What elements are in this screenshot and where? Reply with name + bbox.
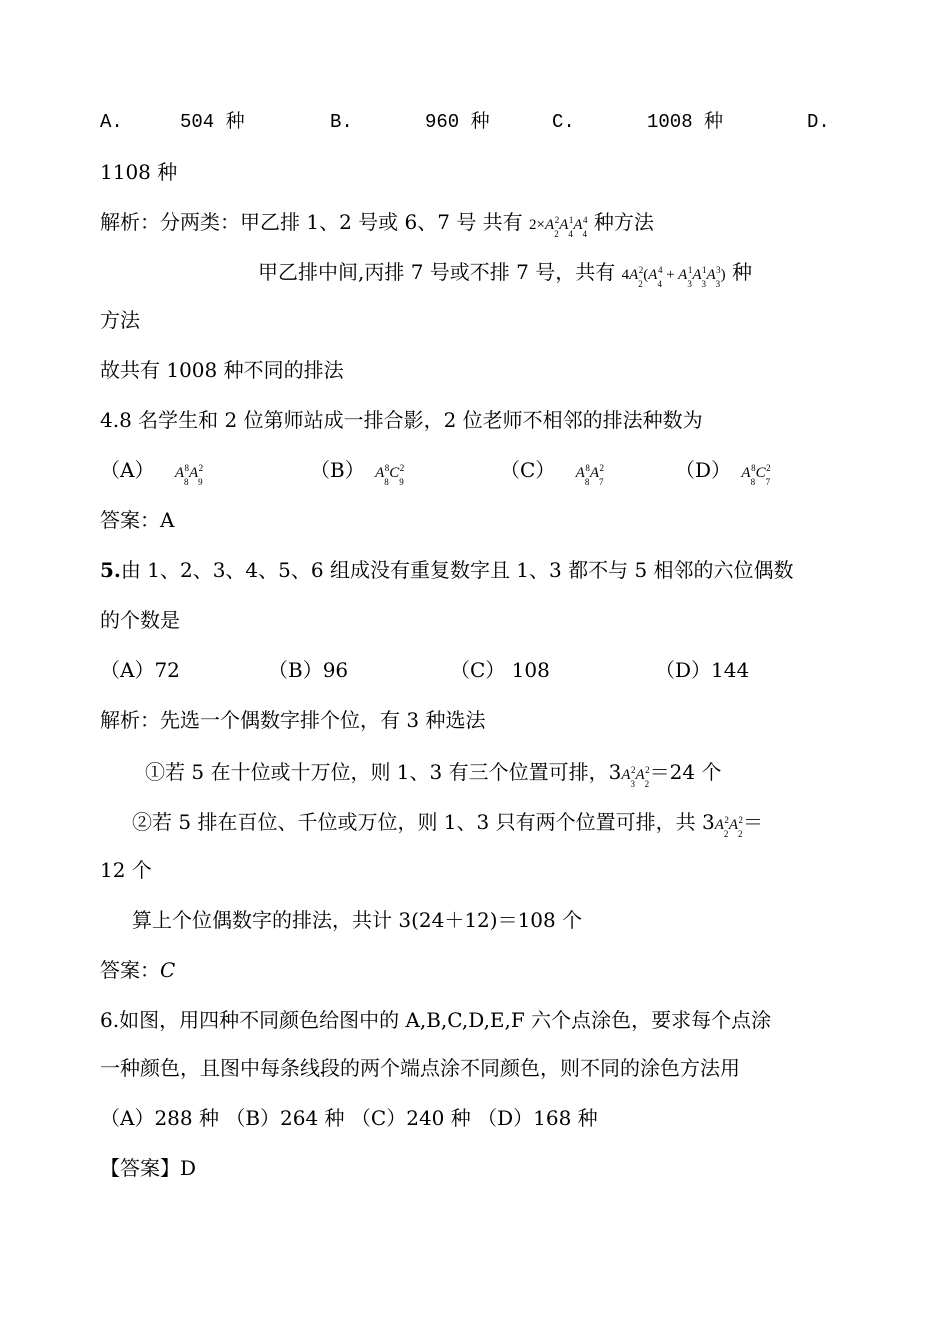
q5-option-d: （D）144 bbox=[655, 658, 750, 682]
q5-question-line2: 的个数是 bbox=[100, 608, 180, 632]
q5-option-a: （A）72 bbox=[100, 658, 180, 682]
q3-analysis-prefix: 解析：分两类：甲乙排 1、2 号或 6、7 号 共有 bbox=[100, 210, 523, 234]
q3-analysis-suffix1: 种方法 bbox=[593, 210, 654, 234]
q5-option-c: （C） 108 bbox=[450, 658, 550, 682]
q5-answer: 答案：C bbox=[100, 958, 176, 982]
q5-case2: ②若 5 排在百位、千位或万位，则 1、3 只有两个位置可排，共 $3A_2^2A_2^2=$ bbox=[132, 810, 764, 839]
q3-option-b-label: B. bbox=[330, 111, 353, 133]
q5-case2-line2: 12 个 bbox=[100, 858, 152, 882]
q3-conclusion: 故共有 1008 种不同的排法 bbox=[100, 358, 344, 382]
q3-option-a-label: A. bbox=[100, 111, 123, 133]
q3-analysis-line2-suffix: 种 bbox=[732, 260, 753, 284]
q3-option-c-value: 1008 种 bbox=[647, 111, 724, 133]
q5-total: 算上个位偶数字的排法，共计 3(24＋12)＝108 个 bbox=[132, 908, 583, 932]
q3-analysis-line2 bbox=[258, 256, 752, 290]
q6-options: （A）288 种 （B）264 种 （C）240 种 （D）168 种 bbox=[100, 1106, 598, 1130]
q3-analysis-line1 bbox=[100, 206, 654, 240]
q4-option-d: （D） $A_8^8C_7^2$ bbox=[675, 458, 771, 487]
q3-option-d-label: D. bbox=[807, 111, 830, 133]
q5-analysis-line1: 解析：先选一个偶数字排个位，有 3 种选法 bbox=[100, 708, 486, 732]
q5-number: 5. bbox=[100, 558, 121, 582]
q3-option-b-value: 960 种 bbox=[425, 111, 490, 133]
q3-analysis-line2-prefix: 甲乙排中间,丙排 7 号或不排 7 号，共有 bbox=[258, 260, 616, 284]
q3-option-a-value: 504 种 bbox=[180, 111, 245, 133]
q5-option-b: （B）96 bbox=[268, 658, 349, 682]
q3-option-c-label: C. bbox=[552, 111, 575, 133]
q4-option-a: （A） $A_8^8A_9^2$ bbox=[100, 458, 204, 487]
q3-formula1: $2\times A_2^2A_4^1A_4^4$ bbox=[529, 215, 588, 239]
q4-question: 4.8 名学生和 2 位第师站成一排合影，2 位老师不相邻的排法种数为 bbox=[100, 408, 703, 432]
q3-formula2: $4A_2^2(A_4^4 + A_3^1A_3^1A_3^3)$ bbox=[621, 265, 726, 289]
q4-options-row bbox=[100, 454, 800, 494]
q4-option-b: （B） $A_8^8C_9^2$ bbox=[310, 458, 405, 487]
q3-analysis-line3: 方法 bbox=[100, 308, 140, 332]
q5-options-row bbox=[100, 656, 800, 686]
q3-option-d-value: 1108 种 bbox=[100, 160, 178, 184]
q4-answer: 答案：A bbox=[100, 508, 175, 532]
q6-question-line2: 一种颜色，且图中每条线段的两个端点涂不同颜色，则不同的涂色方法用 bbox=[100, 1056, 740, 1080]
q6-answer: 【答案】D bbox=[100, 1156, 197, 1180]
q4-option-c: （C） $A_8^8A_7^2$ bbox=[500, 458, 605, 487]
q6-question-line1: 6.如图，用四种不同颜色给图中的 A,B,C,D,E,F 六个点涂色，要求每个点涂 bbox=[100, 1008, 772, 1032]
q5-question-line1: 5.由 1、2、3、4、5、6 组成没有重复数字且 1、3 都不与 5 相邻的六位偶数 bbox=[100, 558, 794, 582]
q5-case1: ①若 5 在十位或十万位，则 1、3 有三个位置可排，$3A_3^2A_2^2=24$ 个 bbox=[145, 760, 722, 789]
